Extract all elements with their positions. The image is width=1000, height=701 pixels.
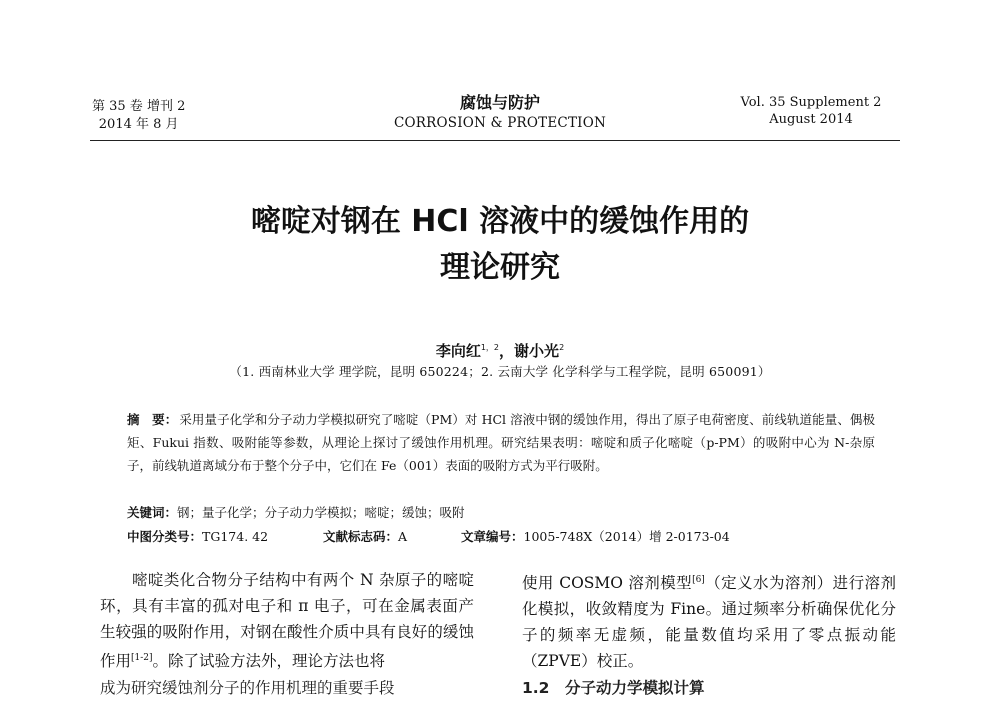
citation-ref: [6] [692, 575, 705, 585]
keywords [127, 503, 875, 523]
keywords-label: 关键词： [127, 505, 178, 520]
classification-row [127, 527, 875, 547]
article-number-value: 1005-748X（2014）增 2-0173-04 [523, 529, 730, 544]
header-date-en: August 2014 [769, 112, 853, 127]
section-heading: 1.2 分子动力学模拟计算 [522, 679, 705, 697]
body-text: 嘧啶类化合物分子结构中有两个 N 杂原子的嘧啶环，具有丰富的孤对电子和 π 电子，可在金属表面产生较强的吸附作用，对钢在酸性介质中具有良好的缓蚀作用 [100, 571, 474, 671]
author-name: 谢小光 [514, 342, 560, 360]
paper-title-line2: 理论研究 [440, 250, 560, 285]
cut-off-left: 成为研究缓蚀剂分子的作用机理的重要手段 [100, 679, 395, 697]
clc-label: 中图分类号： [127, 529, 203, 544]
body-text: （定义水为溶剂）进行溶剂化模拟，收敛精度为 Fine。通过频率分析确保优化分子的频率无虚频，能量数值均采用了零点振动能（ZPVE）校正。 [522, 574, 896, 671]
abstract-text: 采用量子化学和分子动力学模拟研究了嘧啶（PM）对 HCl 溶液中钢的缓蚀作用，得出了原子电荷密度、前线轨道能量、偶极矩、Fukui 指数、吸附能等参数，从理论上探讨了缓蚀作用机理。研究结果表明：嘧啶和质子化嘧啶（p-PM）的吸附中心为 N-杂原子，前线轨道离域分布于整个分子中，它们在 Fe（001）表面的吸附方式为平行吸附。 [127, 412, 875, 473]
header-volume-info-en [722, 94, 900, 128]
paper-title-line1: 嘧啶对钢在 HCl 溶液中的缓蚀作用的 [250, 204, 750, 239]
body-column-right [522, 567, 896, 674]
document-code [323, 527, 461, 547]
affiliations: （1. 西南林业大学 理学院，昆明 650224；2. 云南大学 化学科学与工程学院，昆明 650091） [229, 364, 771, 379]
journal-name-cn: 腐蚀与防护 [459, 93, 540, 112]
abstract-label: 摘 要： [127, 412, 178, 427]
journal-name [380, 92, 620, 132]
header-date: 2014 年 8 月 [98, 117, 179, 132]
header-volume-info [92, 98, 185, 134]
keywords-text: 钢；量子化学；分子动力学模拟；嘧啶；缓蚀；吸附 [177, 505, 465, 520]
header-volume-en: Vol. 35 Supplement 2 [740, 95, 882, 110]
article-number [461, 527, 730, 547]
author-separator: ， [499, 342, 515, 360]
cut-off-text-line [100, 675, 900, 697]
clc-value: TG174. 42 [202, 529, 269, 544]
journal-name-en: CORROSION & PROTECTION [394, 115, 606, 131]
body-column-left [100, 567, 474, 674]
author-name: 李向红 [435, 342, 481, 360]
author-affiliation-mark: 2 [559, 343, 565, 352]
clc-number [127, 527, 323, 547]
citation-ref: [1-2] [131, 653, 153, 663]
header-divider [90, 140, 900, 141]
abstract [127, 408, 875, 477]
author-list [100, 340, 900, 361]
header-volume: 第 35 卷 增刊 2 [92, 99, 186, 114]
body-text: 。除了试验方法外，理论方法也将 [152, 652, 386, 671]
document-code-value: A [398, 529, 408, 544]
author-affiliation-mark: 1，2 [480, 343, 500, 352]
document-code-label: 文献标志码： [323, 529, 399, 544]
body-text: 使用 COSMO 溶剂模型 [522, 574, 693, 593]
article-number-label: 文章编号： [461, 529, 524, 544]
